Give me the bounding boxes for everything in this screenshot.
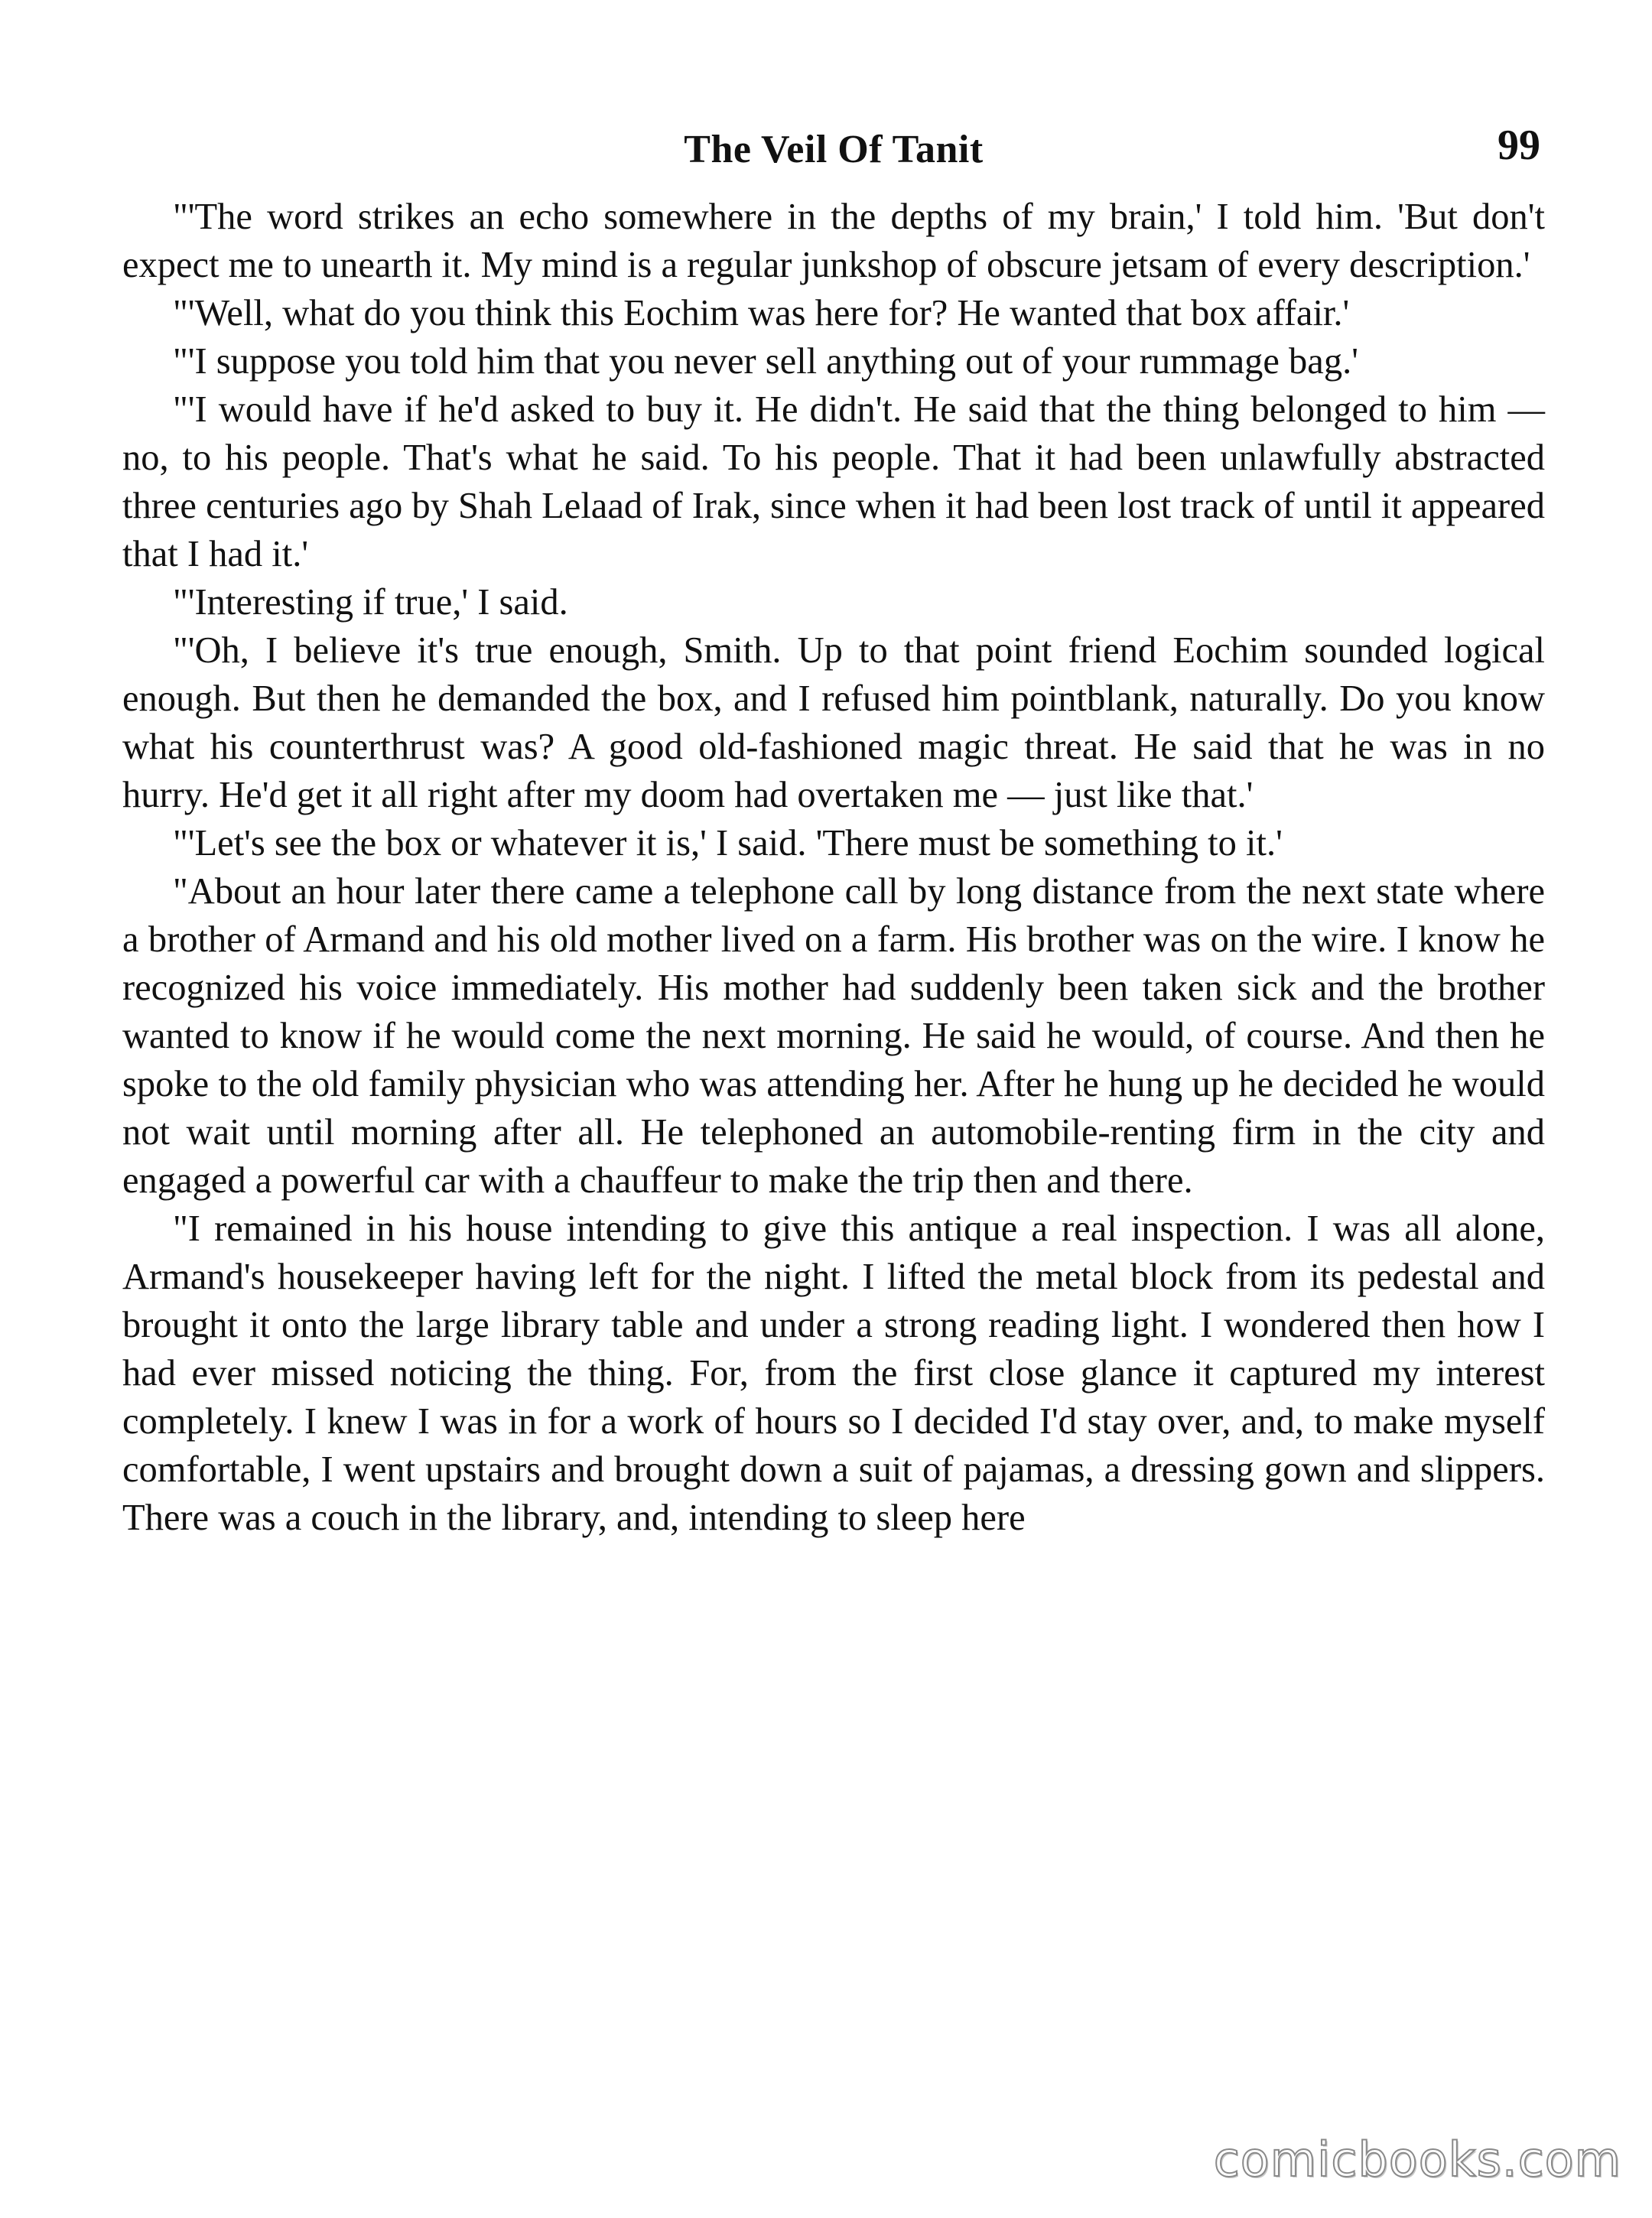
body-text <box>122 193 1545 1542</box>
site-watermark: comicbooks.com <box>1213 2132 1621 2187</box>
paragraph: "'Let's see the box or whatever it is,' I said. 'There must be something to it.' <box>173 823 1283 863</box>
paragraph: "About an hour later there came a telephone call by long distance from the next state where a brother of Armand and his old mother lived on a farm. His brother was on the wire. I know he recognized his voice immediately. His mother had suddenly been taken sick and the brother wanted to know if he would come the next morning. He said he would, of course. And then he spoke to the old family physician who was attending her. After he hung up he decided he would not wait until morning after all. He telephoned an automobile-renting firm in the city and engaged a powerful car with a chauffeur to make the trip then and there. <box>122 871 1545 1201</box>
paragraph: "'I suppose you told him that you never sell anything out of your rummage bag.' <box>173 341 1358 382</box>
paragraph: "I remained in his house intending to give this antique a real inspection. I was all alone, Armand's housekeeper having left for the night. I lifted the metal block from its pedestal and brought it onto the large library table and under a strong reading light. I wondered then how I had ever missed noticing the thing. For, from the first close glance it captured my interest completely. I knew I was in for a work of hours so I decided I'd stay over, and, to make myself comfortable, I went upstairs and brought down a suit of pajamas, a dressing gown and slippers. There was a couch in the library, and, intending to sleep here <box>122 1208 1545 1538</box>
paragraph: "'I would have if he'd asked to buy it. He didn't. He said that the thing belonged to him — no, to his people. That's what he said. To his people. That it had been unlawfully abstracted three centuries ago by Shah Lelaad of Irak, since when it had been lost track of until it appeared that I had it.' <box>122 389 1545 574</box>
paragraph: "'The word strikes an echo somewhere in the depths of my brain,' I told him. 'But don't expect me to unearth it. My mind is a regular junkshop of obscure jetsam of every description.' <box>122 197 1545 285</box>
paragraph: "'Oh, I believe it's true enough, Smith. Up to that point friend Eochim sounded logical enough. But then he demanded the box, and I refused him pointblank, naturally. Do you know what his counterthrust was? A good old-fashioned magic threat. He said that he was in no hurry. He'd get it all right after my doom had overtaken me — just like that.' <box>122 630 1545 815</box>
paragraph: "'Interesting if true,' I said. <box>173 582 568 623</box>
running-title: The Veil Of Tanit <box>684 128 984 171</box>
book-page <box>122 115 1545 1542</box>
page-number: 99 <box>1498 122 1540 169</box>
page-header <box>122 115 1545 188</box>
paragraph: "'Well, what do you think this Eochim was here for? He wanted that box affair.' <box>173 293 1350 333</box>
